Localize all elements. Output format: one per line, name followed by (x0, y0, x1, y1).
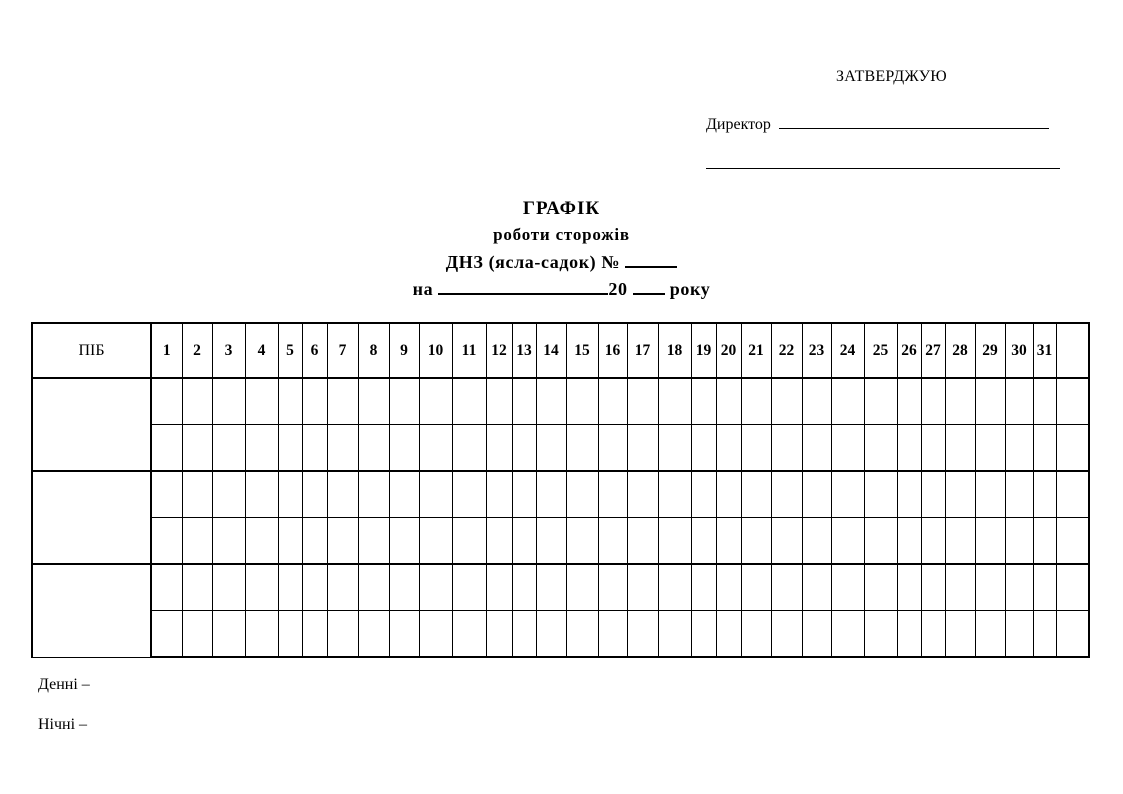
schedule-cell[interactable] (566, 611, 598, 658)
schedule-cell[interactable] (419, 378, 452, 425)
schedule-cell[interactable] (1033, 471, 1056, 518)
schedule-cell[interactable] (921, 564, 945, 611)
schedule-cell[interactable] (658, 471, 691, 518)
schedule-cell[interactable] (151, 564, 182, 611)
schedule-cell[interactable] (598, 611, 627, 658)
employee-2-shift-row-1 (32, 471, 1089, 518)
schedule-cell[interactable] (212, 564, 245, 611)
day-header-14: 14 (536, 323, 566, 378)
schedule-cell[interactable] (945, 611, 975, 658)
day-header-22: 22 (771, 323, 802, 378)
schedule-cell[interactable] (771, 611, 802, 658)
schedule-cell[interactable] (278, 425, 302, 472)
schedule-cell[interactable] (389, 378, 419, 425)
schedule-cell[interactable] (566, 518, 598, 565)
schedule-cell[interactable] (302, 564, 327, 611)
schedule-cell[interactable] (486, 471, 512, 518)
schedule-cell[interactable] (245, 471, 278, 518)
schedule-cell[interactable] (452, 518, 486, 565)
extra-cell[interactable] (1056, 425, 1089, 472)
legend-night-shift: Нічні – (38, 716, 88, 733)
schedule-cell[interactable] (512, 471, 536, 518)
day-header-29: 29 (975, 323, 1005, 378)
schedule-cell[interactable] (716, 518, 741, 565)
schedule-cell[interactable] (627, 471, 658, 518)
day-header-4: 4 (245, 323, 278, 378)
schedule-cell[interactable] (1005, 518, 1033, 565)
schedule-cell[interactable] (182, 378, 212, 425)
schedule-cell[interactable] (691, 425, 716, 472)
day-header-3: 3 (212, 323, 245, 378)
schedule-cell[interactable] (945, 471, 975, 518)
schedule-cell[interactable] (921, 471, 945, 518)
schedule-cell[interactable] (389, 471, 419, 518)
legend-day-shift: Денні – (38, 676, 90, 693)
schedule-cell[interactable] (771, 518, 802, 565)
schedule-cell[interactable] (897, 518, 921, 565)
period-prefix: на (412, 279, 434, 299)
schedule-cell[interactable] (921, 425, 945, 472)
schedule-cell[interactable] (802, 425, 831, 472)
schedule-cell[interactable] (151, 611, 182, 658)
schedule-cell[interactable] (327, 471, 358, 518)
schedule-cell[interactable] (716, 564, 741, 611)
schedule-cell[interactable] (151, 425, 182, 472)
schedule-cell[interactable] (452, 564, 486, 611)
schedule-cell[interactable] (741, 378, 771, 425)
schedule-cell[interactable] (627, 378, 658, 425)
title-main: ГРАФІК (522, 198, 601, 219)
schedule-cell[interactable] (302, 471, 327, 518)
schedule-cell[interactable] (627, 518, 658, 565)
schedule-cell[interactable] (691, 564, 716, 611)
schedule-cell[interactable] (358, 425, 389, 472)
schedule-cell[interactable] (771, 425, 802, 472)
schedule-cell[interactable] (389, 611, 419, 658)
schedule-cell[interactable] (182, 471, 212, 518)
schedule-cell[interactable] (897, 564, 921, 611)
schedule-cell[interactable] (716, 378, 741, 425)
schedule-cell[interactable] (278, 471, 302, 518)
schedule-cell[interactable] (1033, 518, 1056, 565)
schedule-cell[interactable] (691, 611, 716, 658)
schedule-cell[interactable] (658, 611, 691, 658)
schedule-cell[interactable] (945, 425, 975, 472)
employee-name-cell[interactable] (32, 471, 151, 564)
schedule-cell[interactable] (389, 564, 419, 611)
schedule-cell[interactable] (802, 378, 831, 425)
year-blank[interactable] (633, 275, 665, 295)
schedule-cell[interactable] (452, 378, 486, 425)
name-column-header: ПІБ (32, 323, 151, 378)
employee-3-shift-row-2 (32, 611, 1089, 658)
schedule-cell[interactable] (627, 425, 658, 472)
schedule-cell[interactable] (419, 471, 452, 518)
schedule-cell[interactable] (419, 518, 452, 565)
schedule-cell[interactable] (327, 425, 358, 472)
day-header-1: 1 (151, 323, 182, 378)
year-prefix: 20 (608, 279, 628, 299)
extra-cell[interactable] (1056, 564, 1089, 611)
day-header-24: 24 (831, 323, 864, 378)
schedule-cell[interactable] (182, 518, 212, 565)
schedule-cell[interactable] (741, 471, 771, 518)
schedule-cell[interactable] (512, 564, 536, 611)
schedule-cell[interactable] (741, 518, 771, 565)
employee-3-shift-row-1 (32, 564, 1089, 611)
day-header-23: 23 (802, 323, 831, 378)
schedule-cell[interactable] (512, 518, 536, 565)
schedule-cell[interactable] (658, 564, 691, 611)
schedule-cell[interactable] (566, 564, 598, 611)
schedule-cell[interactable] (212, 471, 245, 518)
schedule-cell[interactable] (975, 518, 1005, 565)
schedule-cell[interactable] (716, 471, 741, 518)
schedule-cell[interactable] (1005, 564, 1033, 611)
schedule-cell[interactable] (771, 378, 802, 425)
director-label: Директор (706, 116, 771, 133)
employee-name-cell[interactable] (32, 378, 151, 471)
schedule-cell[interactable] (389, 425, 419, 472)
employee-name-cell[interactable] (32, 564, 151, 657)
schedule-cell[interactable] (945, 518, 975, 565)
schedule-cell[interactable] (598, 425, 627, 472)
schedule-cell[interactable] (358, 378, 389, 425)
title-kindergarten (0, 248, 1123, 275)
schedule-cell[interactable] (512, 611, 536, 658)
day-header-16: 16 (598, 323, 627, 378)
schedule-cell[interactable] (452, 471, 486, 518)
day-header-13: 13 (512, 323, 536, 378)
schedule-cell[interactable] (327, 564, 358, 611)
schedule-cell[interactable] (278, 378, 302, 425)
schedule-cell[interactable] (486, 611, 512, 658)
schedule-cell[interactable] (536, 471, 566, 518)
schedule-cell[interactable] (245, 518, 278, 565)
schedule-cell[interactable] (802, 611, 831, 658)
schedule-cell[interactable] (566, 471, 598, 518)
day-header-12: 12 (486, 323, 512, 378)
schedule-cell[interactable] (864, 378, 897, 425)
schedule-cell[interactable] (327, 611, 358, 658)
schedule-cell[interactable] (1033, 564, 1056, 611)
schedule-cell[interactable] (897, 425, 921, 472)
schedule-cell[interactable] (302, 518, 327, 565)
schedule-cell[interactable] (419, 611, 452, 658)
title-subtitle: роботи сторожів (493, 225, 630, 244)
schedule-cell[interactable] (182, 611, 212, 658)
day-header-27: 27 (921, 323, 945, 378)
schedule-cell[interactable] (897, 611, 921, 658)
schedule-cell[interactable] (151, 471, 182, 518)
schedule-cell[interactable] (278, 611, 302, 658)
extra-header-cell (1056, 323, 1089, 378)
schedule-cell[interactable] (864, 471, 897, 518)
schedule-cell[interactable] (921, 518, 945, 565)
schedule-cell[interactable] (358, 611, 389, 658)
day-header-2: 2 (182, 323, 212, 378)
schedule-cell[interactable] (536, 611, 566, 658)
director-name-line[interactable] (706, 168, 1060, 169)
schedule-cell[interactable] (598, 471, 627, 518)
day-header-28: 28 (945, 323, 975, 378)
schedule-cell[interactable] (327, 518, 358, 565)
schedule-cell[interactable] (302, 611, 327, 658)
day-header-19: 19 (691, 323, 716, 378)
schedule-cell[interactable] (831, 378, 864, 425)
schedule-cell[interactable] (1005, 425, 1033, 472)
schedule-cell[interactable] (627, 564, 658, 611)
day-header-17: 17 (627, 323, 658, 378)
day-header-7: 7 (327, 323, 358, 378)
schedule-cell[interactable] (771, 564, 802, 611)
day-header-21: 21 (741, 323, 771, 378)
extra-cell[interactable] (1056, 471, 1089, 518)
schedule-cell[interactable] (975, 611, 1005, 658)
schedule-cell[interactable] (864, 564, 897, 611)
day-header-30: 30 (1005, 323, 1033, 378)
schedule-cell[interactable] (658, 425, 691, 472)
day-header-26: 26 (897, 323, 921, 378)
schedule-cell[interactable] (897, 378, 921, 425)
employee-1-shift-row-1 (32, 378, 1089, 425)
schedule-cell[interactable] (536, 564, 566, 611)
title-period (0, 275, 1123, 302)
schedule-cell[interactable] (212, 378, 245, 425)
schedule-cell[interactable] (151, 518, 182, 565)
schedule-cell[interactable] (945, 564, 975, 611)
schedule-cell[interactable] (536, 425, 566, 472)
schedule-cell[interactable] (975, 564, 1005, 611)
director-signature-field (706, 114, 1049, 134)
schedule-cell[interactable] (452, 425, 486, 472)
kindergarten-number-blank[interactable] (625, 248, 677, 268)
schedule-cell[interactable] (831, 425, 864, 472)
schedule-cell[interactable] (278, 564, 302, 611)
schedule-cell[interactable] (358, 518, 389, 565)
schedule-cell[interactable] (691, 471, 716, 518)
schedule-cell[interactable] (716, 425, 741, 472)
schedule-cell[interactable] (975, 471, 1005, 518)
extra-cell[interactable] (1056, 518, 1089, 565)
schedule-cell[interactable] (975, 378, 1005, 425)
schedule-cell[interactable] (182, 564, 212, 611)
schedule-cell[interactable] (741, 611, 771, 658)
schedule-cell[interactable] (245, 611, 278, 658)
extra-cell[interactable] (1056, 378, 1089, 425)
day-header-31: 31 (1033, 323, 1056, 378)
employee-2-shift-row-2 (32, 518, 1089, 565)
schedule-cell[interactable] (245, 425, 278, 472)
schedule-cell[interactable] (716, 611, 741, 658)
schedule-cell[interactable] (245, 378, 278, 425)
schedule-cell[interactable] (1005, 378, 1033, 425)
schedule-cell[interactable] (512, 425, 536, 472)
schedule-cell[interactable] (486, 564, 512, 611)
day-header-10: 10 (419, 323, 452, 378)
schedule-cell[interactable] (691, 378, 716, 425)
schedule-cell[interactable] (566, 425, 598, 472)
schedule-cell[interactable] (802, 564, 831, 611)
schedule-cell[interactable] (212, 518, 245, 565)
schedule-cell[interactable] (691, 518, 716, 565)
schedule-cell[interactable] (486, 425, 512, 472)
schedule-cell[interactable] (452, 611, 486, 658)
schedule-cell[interactable] (486, 518, 512, 565)
approve-heading: ЗАТВЕРДЖУЮ (836, 68, 947, 85)
schedule-cell[interactable] (302, 425, 327, 472)
schedule-cell[interactable] (598, 518, 627, 565)
schedule-cell[interactable] (802, 518, 831, 565)
schedule-cell[interactable] (151, 378, 182, 425)
day-header-9: 9 (389, 323, 419, 378)
schedule-cell[interactable] (1005, 471, 1033, 518)
schedule-table (31, 322, 1090, 658)
day-header-15: 15 (566, 323, 598, 378)
schedule-cell[interactable] (945, 378, 975, 425)
schedule-cell[interactable] (536, 378, 566, 425)
day-header-5: 5 (278, 323, 302, 378)
schedule-cell[interactable] (864, 425, 897, 472)
schedule-cell[interactable] (182, 425, 212, 472)
schedule-cell[interactable] (212, 611, 245, 658)
schedule-cell[interactable] (658, 518, 691, 565)
day-header-25: 25 (864, 323, 897, 378)
schedule-cell[interactable] (327, 378, 358, 425)
day-header-6: 6 (302, 323, 327, 378)
schedule-cell[interactable] (741, 425, 771, 472)
schedule-cell[interactable] (864, 518, 897, 565)
schedule-cell[interactable] (598, 564, 627, 611)
schedule-cell[interactable] (897, 471, 921, 518)
schedule-cell[interactable] (831, 611, 864, 658)
schedule-cell[interactable] (831, 518, 864, 565)
schedule-cell[interactable] (278, 518, 302, 565)
period-suffix: року (669, 279, 711, 299)
schedule-cell[interactable] (302, 378, 327, 425)
schedule-cell[interactable] (802, 471, 831, 518)
schedule-cell[interactable] (512, 378, 536, 425)
schedule-cell[interactable] (741, 564, 771, 611)
schedule-cell[interactable] (864, 611, 897, 658)
schedule-cell[interactable] (358, 564, 389, 611)
schedule-cell[interactable] (658, 378, 691, 425)
schedule-cell[interactable] (831, 564, 864, 611)
kindergarten-label: ДНЗ (ясла-садок) № (445, 252, 621, 272)
day-header-18: 18 (658, 323, 691, 378)
schedule-cell[interactable] (389, 518, 419, 565)
schedule-cell[interactable] (358, 471, 389, 518)
schedule-cell[interactable] (831, 471, 864, 518)
schedule-cell[interactable] (212, 425, 245, 472)
document-title (0, 196, 1123, 302)
schedule-cell[interactable] (486, 378, 512, 425)
day-header-8: 8 (358, 323, 389, 378)
header-row (32, 323, 1089, 378)
schedule-cell[interactable] (1033, 425, 1056, 472)
day-header-20: 20 (716, 323, 741, 378)
schedule-cell[interactable] (598, 378, 627, 425)
schedule-cell[interactable] (419, 564, 452, 611)
schedule-cell[interactable] (419, 425, 452, 472)
extra-cell[interactable] (1056, 611, 1089, 658)
day-header-11: 11 (452, 323, 486, 378)
director-signature-line[interactable] (779, 114, 1049, 129)
schedule-cell[interactable] (1033, 378, 1056, 425)
schedule-cell[interactable] (975, 425, 1005, 472)
employee-1-shift-row-2 (32, 425, 1089, 472)
schedule-cell[interactable] (245, 564, 278, 611)
schedule-cell[interactable] (536, 518, 566, 565)
schedule-cell[interactable] (566, 378, 598, 425)
schedule-cell[interactable] (771, 471, 802, 518)
month-blank[interactable] (438, 275, 608, 295)
schedule-cell[interactable] (1005, 611, 1033, 658)
schedule-cell[interactable] (1033, 611, 1056, 658)
schedule-cell[interactable] (921, 378, 945, 425)
schedule-cell[interactable] (921, 611, 945, 658)
schedule-cell[interactable] (627, 611, 658, 658)
